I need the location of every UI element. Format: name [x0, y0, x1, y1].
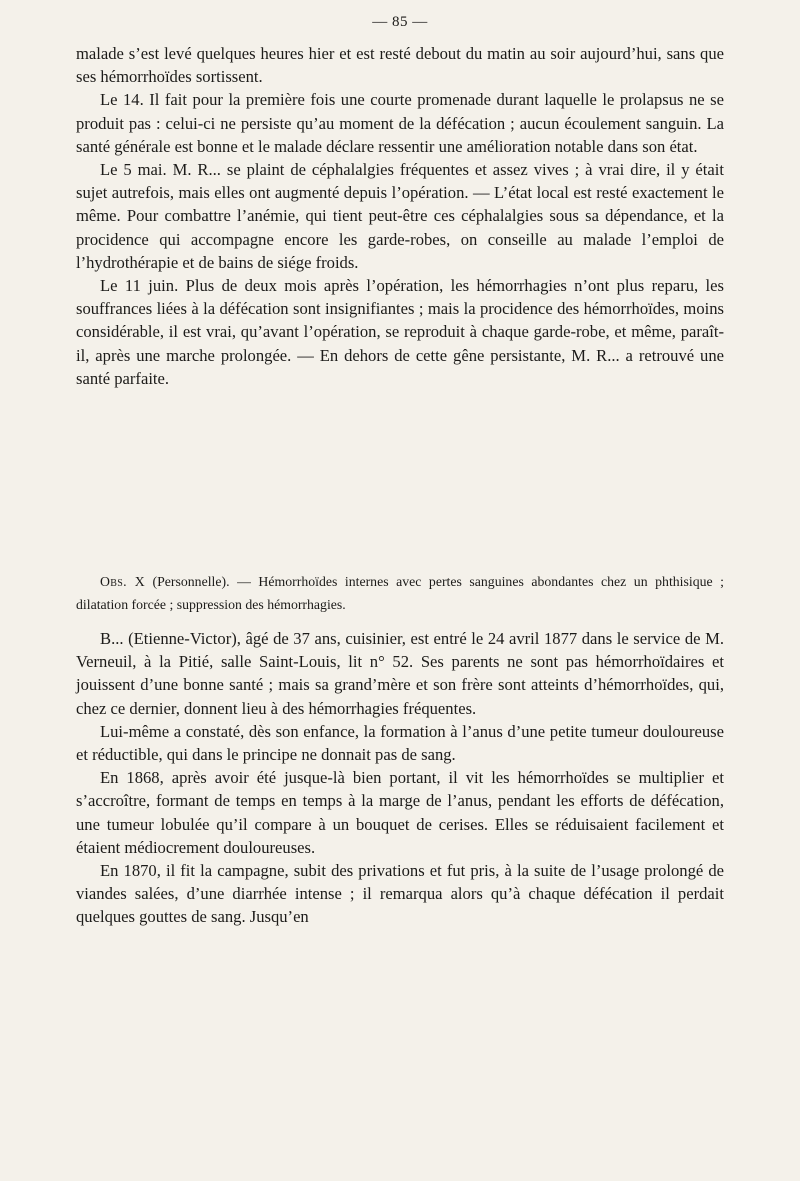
observation-heading: [76, 571, 724, 616]
paragraph-le-14: Le 14. Il fait pour la première fois une courte promenade durant laquelle le prolapsus ne se produit pas : celui-ci ne persiste qu’au moment de la défécation ; aucun écoulement sanguin. La santé générale est bonne et le malade déclare ressentir une amélioration notable dans son état.: [76, 90, 724, 156]
paragraph-patient-intro: B... (Etienne-Victor), âgé de 37 ans, cuisinier, est entré le 24 avril 1877 dans le service de M. Verneuil, à la Pitié, salle Saint-Louis, lit n° 52. Ses parents ne sont pas hémorrhoïdaires et jouissent d’une bonne santé ; mais sa grand’mère et son frère sont atteints d’hémorrhoïdes, qui, chez ce dernier, donnent lieu à des hémorrhagies fréquentes.: [76, 629, 724, 718]
paragraph-le-5-mai: Le 5 mai. M. R... se plaint de céphalalgies fréquentes et assez vives ; à vrai dire, il y était sujet autrefois, mais elles ont augmenté depuis l’opération. — L’état local est resté exactement le même. Pour combattre l’anémie, qui tient peut-être ces céphalalgies sous sa dépendance, et la procidence qui accompagne encore les garde-robes, on conseille au malade l’emploi de l’hydrothérapie et de bains de siége froids.: [76, 160, 724, 272]
paragraph-continuation: malade s’est levé quelques heures hier et est resté debout du matin au soir aujourd’hui, sans que ses hémorrhoïdes sortissent.: [76, 44, 724, 87]
text-block-upper: [76, 42, 724, 390]
book-page: [76, 0, 724, 1181]
observation-label: Obs. X: [100, 574, 145, 589]
paragraph-1868: En 1868, après avoir été jusque-là bien portant, il vit les hémorrhoïdes se multiplier et s’accroître, formant de temps en temps à la marge de l’anus, pendant les efforts de défécation, une tumeur lobulée qu’il compare à un bouquet de cerises. Elles se réduisaient facilement et étaient médiocrement douloureuses.: [76, 768, 724, 857]
observation-title: (Personnelle). — Hémorrhoïdes internes avec pertes sanguines abondantes chez un phthisique ; dilatation forcée ; suppression des hémorrhagies.: [76, 574, 725, 612]
paragraph-le-11-juin: Le 11 juin. Plus de deux mois après l’opération, les hémorrhagies n’ont plus reparu, les souffrances liées à la défécation sont insignifiantes ; mais la procidence des hémorrhoïdes, moins considérable, il est vrai, qu’avant l’opération, se reproduit à chaque garde-robe, et même, paraît-il, après une marche prolongée. — En dehors de cette gêne persistante, M. R... a retrouvé une santé parfaite.: [76, 276, 724, 388]
paragraph-1870: En 1870, il fit la campagne, subit des privations et fut pris, à la suite de l’usage prolongé de viandes salées, d’une diarrhée intense ; il remarqua alors qu’à chaque défécation il perdait quelques gouttes de sang. Jusqu’en: [76, 861, 724, 927]
paragraph-childhood: Lui-même a constaté, dès son enfance, la formation à l’anus d’une petite tumeur douloureuse et réductible, qui dans le principe ne donnait pas de sang.: [76, 721, 724, 765]
page-number: — 85 —: [372, 14, 428, 30]
text-block-lower: [76, 627, 724, 929]
